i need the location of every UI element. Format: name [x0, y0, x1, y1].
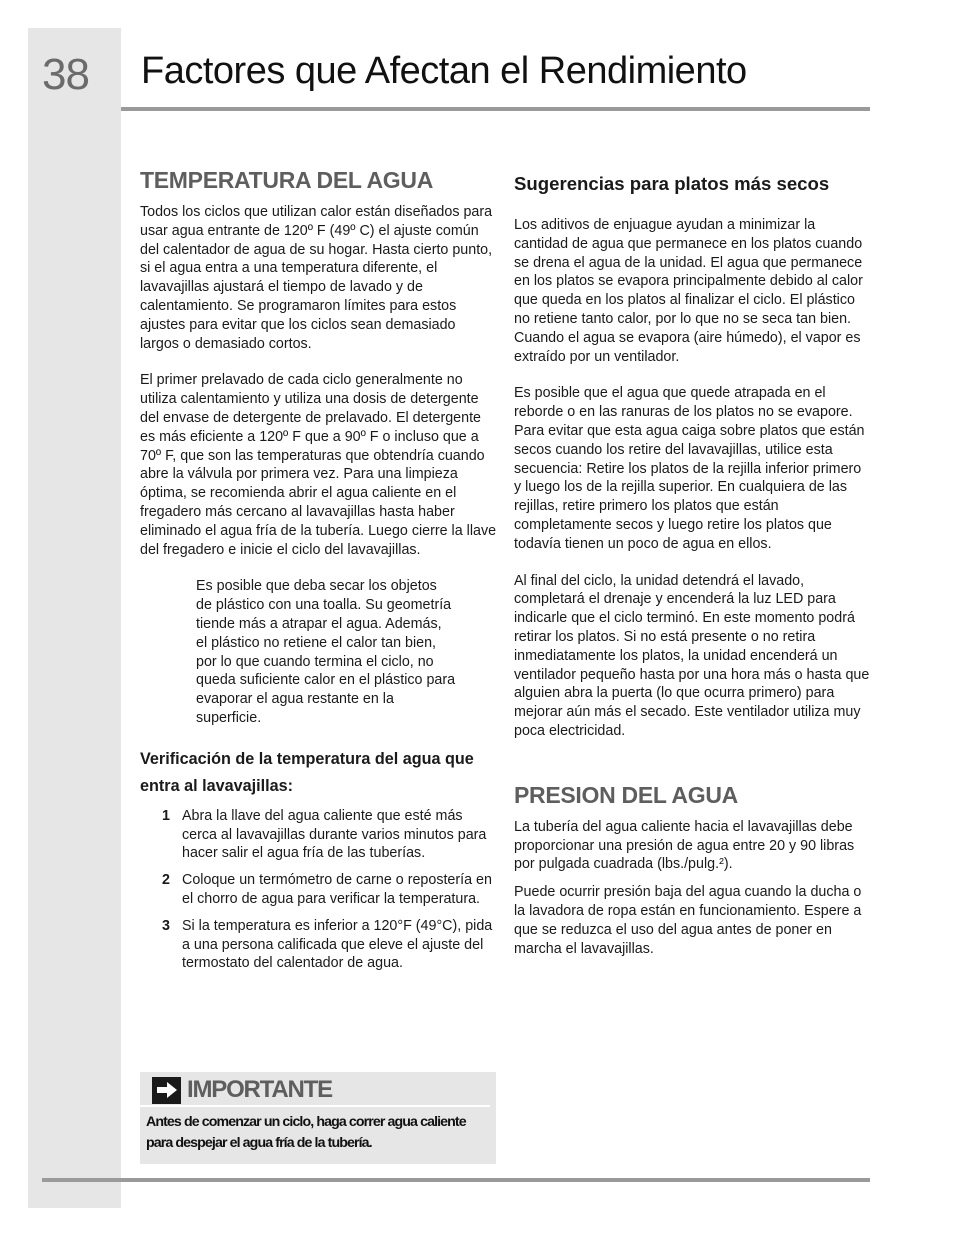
list-item — [162, 807, 498, 863]
important-label: IMPORTANTE — [187, 1076, 332, 1103]
step-number: 2 — [162, 872, 170, 889]
important-header — [152, 1075, 332, 1105]
water-pressure-heading: PRESION DEL AGUA — [514, 781, 738, 808]
left-column — [140, 166, 498, 981]
step-number: 3 — [162, 917, 170, 934]
important-callout — [140, 1072, 496, 1164]
important-divider — [140, 1105, 490, 1107]
step-text: Coloque un termómetro de carne o repostería en el chorro de agua para verificar la temperatura. — [182, 872, 492, 907]
drier-dishes-heading: Sugerencias para platos más secos — [514, 173, 830, 194]
important-text: Antes de comenzar un ciclo, haga correr agua caliente para despejar el agua fría de la tubería. — [146, 1114, 466, 1151]
drier-dishes-paragraph-2: Es posible que el agua que quede atrapada en el reborde o en las ranuras de los platos no se evapore. Para evitar que esta agua caiga sobre platos que están secos cuando los retire del lavavajillas, utilice esta secuencia: Retire los platos de la rejilla inferior primero y luego los de la rejilla superior. En cualquiera de las rejillas, retire primero los platos que están completamente secos y luego retire los platos que todavía tienen un poco de agua en ellos. — [514, 385, 865, 552]
water-temperature-paragraph-2: El primer prelavado de cada ciclo generalmente no utiliza calentamiento y utiliza una dosis de detergente del envase de detergente de prelavado. El detergente es más eficiente a 120º F que a 90º F o incluso que a 70º F, que son las temperaturas que obtendría cuando abre la válvula por primera vez. Para una limpieza óptima, se recomienda abrir el agua caliente en el fregadero más cercano al lavavajillas hasta haber eliminado el agua fría de la tubería. Luego cierre la llave del fregadero e inicie el ciclo del lavavajillas. — [140, 372, 497, 558]
water-pressure-paragraph-2: Puede ocurrir presión baja del agua cuando la ducha o la lavadora de ropa están en funcionamiento. Espere a que se reduzca el uso del agua antes de poner en marcha el lavavajillas. — [514, 884, 862, 957]
step-text: Abra la llave del agua caliente que esté más cerca al lavavajillas durante varios minutos para hacer salir el agua fría de las tuberías. — [182, 807, 487, 862]
plastic-drying-note: Es posible que deba secar los objetos de plástico con una toalla. Su geometría tiende más a atrapar el agua. Además, el plástico no retiene el calor tan bien, por lo que cuando termina el ciclo, no queda suficiente calor en el plástico para evaporar el agua restante en la superficie. — [196, 578, 456, 726]
water-temperature-heading: TEMPERATURA DEL AGUA — [140, 167, 434, 193]
page-number: 38 — [42, 50, 89, 99]
step-number: 1 — [162, 807, 170, 824]
top-divider — [121, 107, 870, 111]
drier-dishes-paragraph-1: Los aditivos de enjuague ayudan a minimizar la cantidad de agua que permanece en los platos cuando se drena el agua de la unidad. El agua que permanece en los platos se evapora principalmente debido al calor que queda en los platos al finalizar el ciclo. El plástico no retiene tanto calor, por lo que no se seca tan bien. Cuando el agua se evapora (aire húmedo), el vapor es extraído por un ventilador. — [514, 217, 863, 365]
verify-temperature-heading: Verificación de la temperatura del agua que entra al lavavajillas: — [140, 749, 474, 795]
verify-steps-list — [162, 807, 498, 973]
list-item — [162, 917, 498, 973]
right-column — [514, 166, 872, 958]
side-band — [28, 28, 121, 1208]
page-title: Factores que Afectan el Rendimiento — [141, 50, 747, 92]
drier-dishes-paragraph-3: Al final del ciclo, la unidad detendrá el lavado, completará el drenaje y encenderá la luz LED para indicarle que el ciclo terminó. En este momento podrá retirar los platos. Si no está presente o no retira inmediatamente los platos, la unidad encenderá un ventilador pequeño hasta por una hora más o hasta que alguien abra la puerta (lo que ocurra primero) para mejorar aún más el secado. Este ventilador utiliza muy poca electricidad. — [514, 572, 870, 739]
water-pressure-paragraph-1: La tubería del agua caliente hacia el lavavajillas debe proporcionar una presión de agua entre 20 y 90 libras por pulgada cuadrada (lbs./pulg.²). — [514, 818, 855, 873]
arrow-right-icon — [152, 1077, 181, 1104]
list-item — [162, 871, 498, 909]
water-temperature-paragraph-1: Todos los ciclos que utilizan calor están diseñados para usar agua entrante de 120º F (49º C) el ajuste común del calentador de agua de su hogar. Hasta cierto punto, si el agua entra a una temperatura diferente, el lavavajillas ajustará el tiempo de lavado y de calentamiento. Se programaron límites para estos ajustes para evitar que los ciclos sean demasiado largos o demasiado cortos. — [140, 204, 493, 352]
bottom-divider — [42, 1178, 870, 1182]
step-text: Si la temperatura es inferior a 120°F (49°C), pida a una persona calificada que eleve el ajuste del termostato del calentador de agua. — [182, 917, 493, 972]
